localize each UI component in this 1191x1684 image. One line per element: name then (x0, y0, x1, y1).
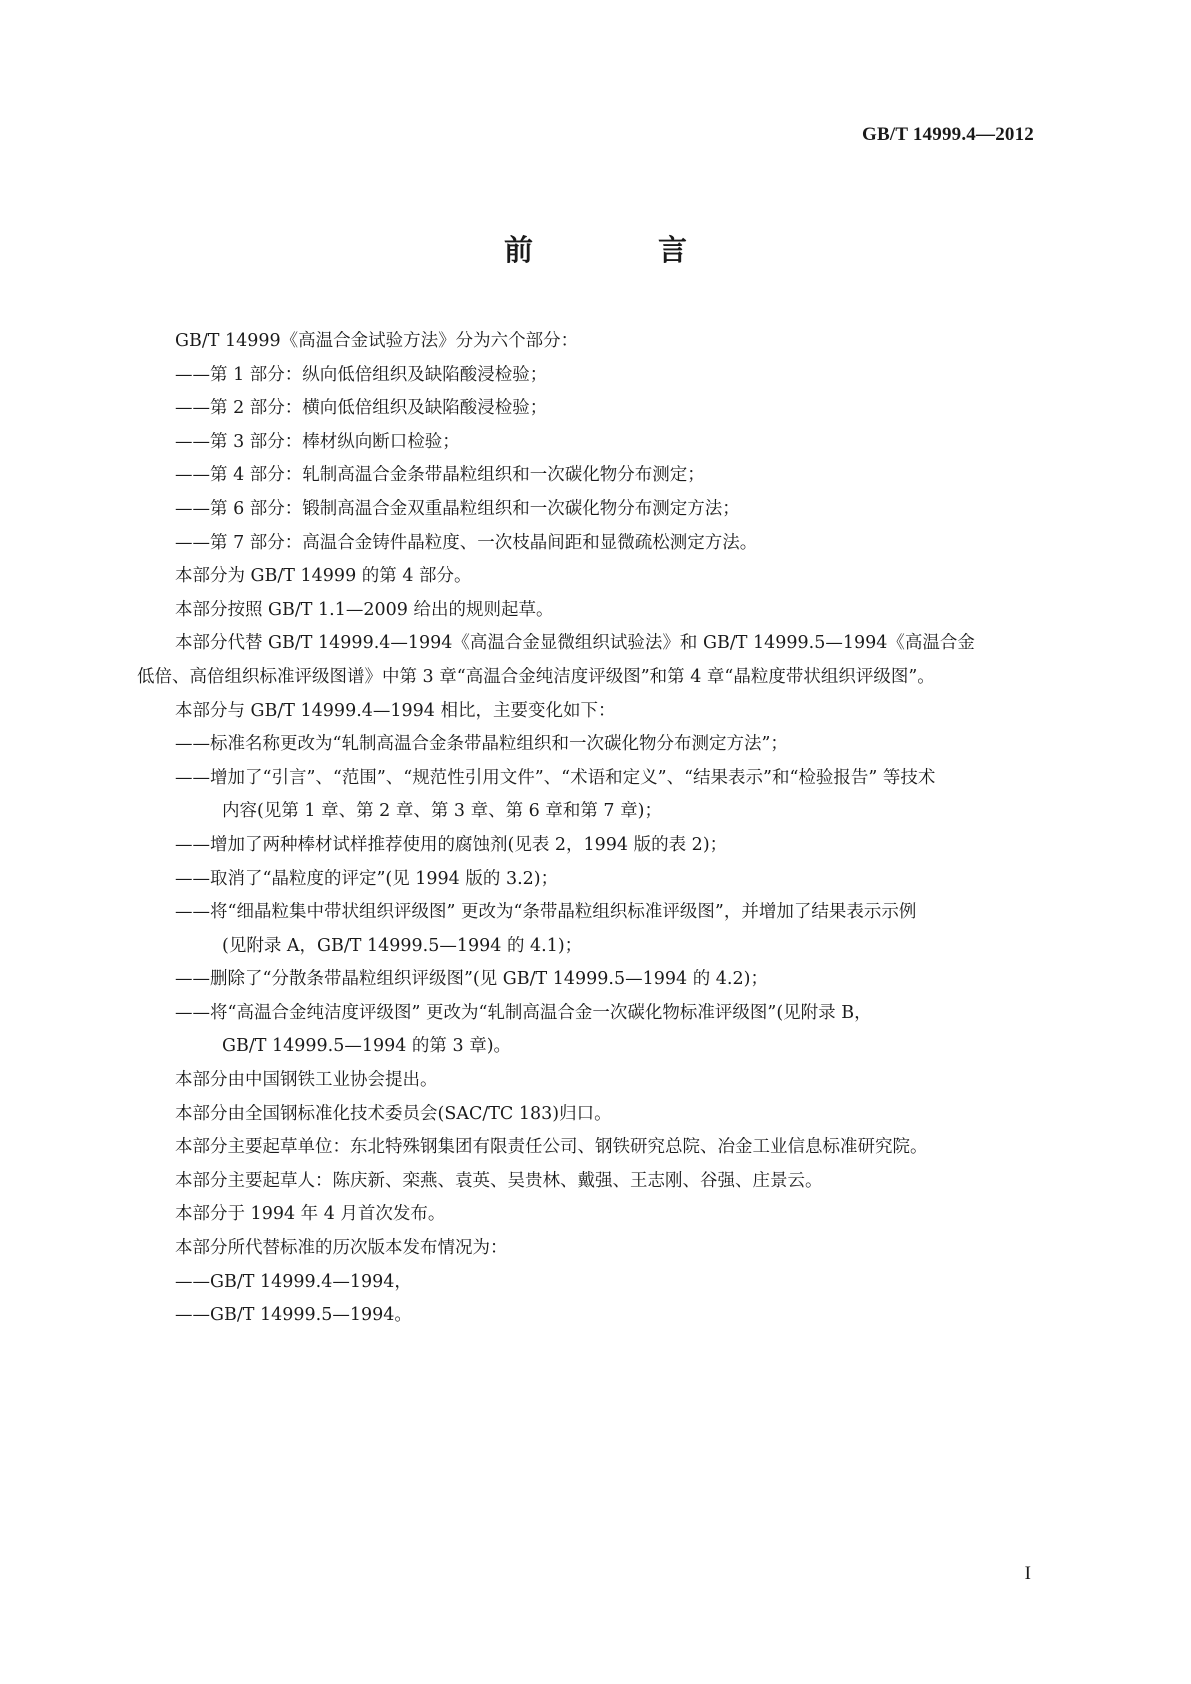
list-item-continuation: (见附录 A，GB/T 14999.5—1994 的 4.1)； (222, 935, 583, 956)
list-item-continuation: GB/T 14999.5—1994 的第 3 章)。 (222, 1036, 512, 1057)
page-number: I (1024, 1563, 1031, 1584)
body-line: 本部分由中国钢铁工业协会提出。 (175, 1070, 438, 1091)
document-code: GB/T 14999.4—2012 (862, 124, 1034, 145)
list-item: ——第 4 部分：轧制高温合金条带晶粒组织和一次碳化物分布测定； (175, 465, 705, 486)
list-item: ——将“高温合金纯洁度评级图” 更改为“轧制高温合金一次碳化物标准评级图”(见附录 B， (175, 1002, 872, 1023)
list-item: ——第 3 部分：棒材纵向断口检验； (175, 431, 460, 452)
list-item: ——增加了“引言”、“范围”、“规范性引用文件”、“术语和定义”、“结果表示”和“检验报告” 等技术 (175, 767, 936, 788)
list-item: ——增加了两种棒材试样推荐使用的腐蚀剂(见表 2，1994 版的表 2)； (175, 834, 728, 855)
body-line: 本部分与 GB/T 14999.4—1994 相比，主要变化如下： (175, 700, 616, 721)
body-line: GB/T 14999《高温合金试验方法》分为六个部分： (175, 331, 579, 351)
body-line: 本部分所代替标准的历次版本发布情况为： (175, 1238, 508, 1259)
list-item: ——第 7 部分：高温合金铸件晶粒度、一次枝晶间距和显微疏松测定方法。 (175, 532, 758, 553)
list-item: ——GB/T 14999.4—1994， (175, 1271, 412, 1292)
list-item: ——将“细晶粒集中带状组织评级图” 更改为“条带晶粒组织标准评级图”，并增加了结果表示示例 (175, 902, 917, 923)
body-line: 本部分代替 GB/T 14999.4—1994《高温合金显微组织试验法》和 GB/T 14999.5—1994《高温合金 (175, 633, 975, 654)
list-item: ——删除了“分散条带晶粒组织评级图”(见 GB/T 14999.5—1994 的 4.2)； (175, 969, 768, 990)
body-line: 本部分于 1994 年 4 月首次发布。 (175, 1204, 446, 1225)
list-item: ——第 2 部分：横向低倍组织及缺陷酸浸检验； (175, 398, 548, 419)
list-item: ——取消了“晶粒度的评定”(见 1994 版的 3.2)； (175, 868, 559, 889)
list-item: ——GB/T 14999.5—1994。 (175, 1305, 412, 1326)
body-line: 本部分由全国钢标准化技术委员会(SAC/TC 183)归口。 (175, 1103, 612, 1124)
body-line-continuation: 低倍、高倍组织标准评级图谱》中第 3 章“高温合金纯洁度评级图”和第 4 章“晶粒度带状组织评级图”。 (137, 666, 935, 687)
list-item: ——第 6 部分：锻制高温合金双重晶粒组织和一次碳化物分布测定方法； (175, 498, 740, 519)
page-title: 前 言 (503, 233, 735, 267)
foreword-body (137, 325, 1055, 1333)
body-line: 本部分主要起草人：陈庆新、栾燕、袁英、吴贵林、戴强、王志刚、谷强、庄景云。 (175, 1170, 823, 1191)
list-item-continuation: 内容(见第 1 章、第 2 章、第 3 章、第 6 章和第 7 章)； (222, 801, 662, 822)
list-item: ——第 1 部分：纵向低倍组织及缺陷酸浸检验； (175, 364, 548, 385)
body-line: 本部分为 GB/T 14999 的第 4 部分。 (175, 566, 472, 587)
list-item: ——标准名称更改为“轧制高温合金条带晶粒组织和一次碳化物分布测定方法”； (175, 734, 788, 755)
body-line: 本部分主要起草单位：东北特殊钢集团有限责任公司、钢铁研究总院、冶金工业信息标准研究院。 (175, 1137, 928, 1158)
body-line: 本部分按照 GB/T 1.1—2009 给出的规则起草。 (175, 599, 554, 620)
